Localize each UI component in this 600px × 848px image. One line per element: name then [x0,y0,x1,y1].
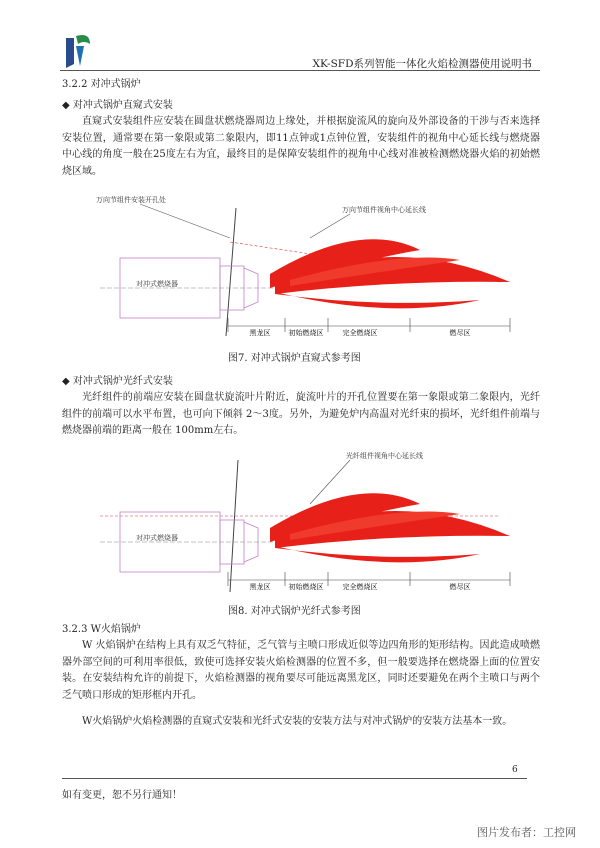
page-number: 6 [512,765,518,775]
section-heading-3-2-3: 3.2.3 W火焰锅炉 [62,624,141,635]
fig7-zone-full: 完全燃烧区 [342,329,378,337]
section-heading-3-2-2: 3.2.2 对冲式锅炉 [62,79,141,90]
fig7-burner-label: 对冲式燃烧器 [136,280,178,288]
paragraph-w-flame: W 火焰锅炉在结构上具有双乏气特征，乏气管与主喷口形成近似等边四角形的矩形结构。因此造成喷燃器外部空间的可利用率很低，致使可选择安装火焰检测器的位置不多，但一般要选择在燃烧器上面的位置安装。在安装结构允许的前提下，火焰检测器的视角要尽可能远离黑龙区，同时还要避免在两个主喷口与两个乏气喷口形成的矩形框内开孔。 [62,640,540,701]
subsection-heading-fiber: ◆ 对冲式锅炉光纤式安装 [62,376,173,387]
header-rule [60,70,540,71]
fig7-zone-burnout: 燃尽区 [449,329,471,337]
fig7-zone-initial: 初始燃烧区 [288,329,324,337]
watermark: 图片发布者：工控网 [477,826,576,839]
figure-7-caption: 图7. 对冲式锅炉直窥式参考图 [228,353,361,364]
fig8-furnace-wall [230,460,238,592]
paragraph-w-flame-summary: W火焰锅炉火焰检测器的直窥式安装和光纤式安装的安装方法与对冲式锅炉的安装方法基本一致。 [82,716,513,727]
fig7-callout-right: 万向节组件视角中心延长线 [342,206,426,214]
fig7-zone-black: 黑龙区 [249,329,271,337]
company-logo [60,30,96,72]
figure-7-diagram [60,190,540,338]
fig7-callout-left: 万向节组件安装开孔处 [96,196,166,204]
fig8-burner-label: 对冲式燃烧器 [136,534,178,542]
fig8-zone-black: 黑龙区 [249,583,271,591]
figure-8-caption: 图8. 对冲式锅炉光纤式参考图 [228,606,361,617]
document-header-title: XK-SFD系列智能一体化火焰检测器使用说明书 [312,58,532,70]
footer-note: 如有变更，恕不另行通知！ [62,790,182,801]
fig8-zone-full: 完全燃烧区 [342,583,378,591]
fig8-zone-burnout: 燃尽区 [449,583,471,591]
footer-rule [62,778,527,779]
fig7-furnace-wall [226,208,236,336]
paragraph-direct-install: 直窥式安装组件应安装在圆盘状燃烧器周边上缘处，并根据旋流风的旋向及外部设备的干涉与否来选择安装位置，通常要在第一象限或第二象限内，即11点钟或1点钟位置，安装组件的视角中心延长线与燃烧器中心线的角度一般在25度左右为宜，最终目的是保障安装组件的视角中心线对准被检测燃烧器火焰的初始燃烧区域。 [62,116,540,177]
fig8-zone-initial: 初始燃烧区 [288,583,324,591]
figure-8-diagram [60,446,540,594]
subsection-heading-direct: ◆ 对冲式锅炉直窥式安装 [62,100,173,111]
fig8-callout: 光纤组件视角中心延长线 [346,452,423,460]
paragraph-fiber-install: 光纤组件的前端应安装在圆盘状旋流叶片附近，旋流叶片的开孔位置要在第一象限或第二象限内，光纤组件的前端可以水平布置，也可向下倾斜 2～3度。另外，为避免炉内高温对光纤束的损坏，光纤组件前端与燃烧器前端的距离一般在 100mm左右。 [62,392,540,437]
